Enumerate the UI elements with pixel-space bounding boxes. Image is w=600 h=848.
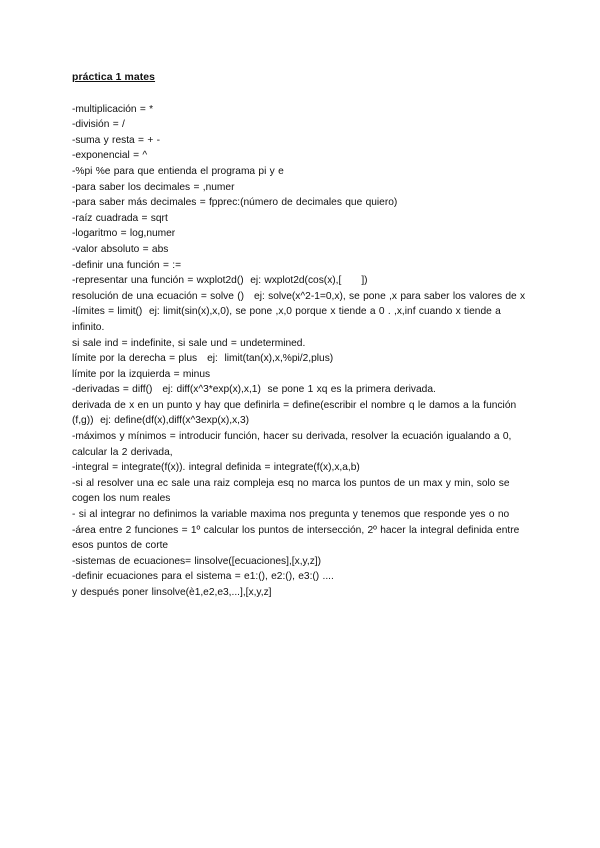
- text-line: -raíz cuadrada = sqrt: [72, 212, 168, 224]
- text-line: -multiplicación = *: [72, 103, 154, 115]
- text-line: -área entre 2 funciones = 1º calcular los puntos de intersección, 2º hacer la integral definida entre esos puntos de corte: [72, 524, 523, 552]
- text-line: -para saber más decimales = fpprec:(número de decimales que quiero): [72, 197, 398, 209]
- text-line: -máximos y mínimos = introducir función, hacer su derivada, resolver la ecuación igualando a 0, calcular la 2 derivada,: [72, 431, 515, 458]
- text-line: -definir ecuaciones para el sistema = e1:(), e2:(), e3:() ....: [72, 571, 334, 583]
- text-line: -valor absoluto = abs: [72, 243, 169, 255]
- text-line: resolución de una ecuación = solve () ej: solve(x^2-1=0,x), se pone ,x para saber los valores de x: [72, 290, 526, 302]
- text-line: y después poner linsolve(è1,e2,e3,...],[x,y,z]: [72, 587, 272, 598]
- text-line: -si al resolver una ec sale una raiz compleja esq no marca los puntos de un max y min, solo se cogen los num reales: [72, 477, 513, 505]
- text-line: -%pi %e para que entienda el programa pi y e: [72, 165, 284, 177]
- text-line: -representar una función = wxplot2d() ej: wxplot2d(cos(x),[ ]): [72, 275, 368, 287]
- text-line: -definir una función = :=: [72, 259, 182, 271]
- text-line: -para saber los decimales = ,numer: [72, 181, 235, 193]
- text-line: -sistemas de ecuaciones= linsolve([ecuaciones],[x,y,z]): [72, 555, 322, 567]
- text-line: -logaritmo = log,numer: [72, 228, 176, 240]
- document-body: [72, 70, 534, 601]
- text-line: -división = /: [72, 119, 125, 131]
- text-line: - si al integrar no definimos la variable maxima nos pregunta y tenemos que responde yes o no: [72, 509, 510, 521]
- text-line: -derivadas = diff() ej: diff(x^3*exp(x),x,1) se pone 1 xq es la primera derivada.: [72, 384, 436, 396]
- text-line: límite por la izquierda = minus: [72, 368, 211, 380]
- text-line: -exponencial = ^: [72, 150, 148, 162]
- text-line: si sale ind = indefinite, si sale und = undetermined.: [72, 337, 306, 349]
- text-line: -suma y resta = + -: [72, 134, 160, 146]
- text-line: derivada de x en un punto y hay que definirla = define(escribir el nombre q le damos a la función (f,g)) ej: define(df(x),diff(x^3exp(x),x,3): [72, 399, 520, 427]
- text-line: límite por la derecha = plus ej: limit(tan(x),x,%pi/2,plus): [72, 353, 334, 365]
- text-line: -límites = limit() ej: limit(sin(x),x,0), se pone ,x,0 porque x tiende a 0 . ,x,inf cuando x tiende a infinito.: [72, 306, 505, 333]
- document-title: práctica 1 mates: [72, 72, 156, 83]
- text-line: -integral = integrate(f(x)). integral definida = integrate(f(x),x,a,b): [72, 462, 360, 474]
